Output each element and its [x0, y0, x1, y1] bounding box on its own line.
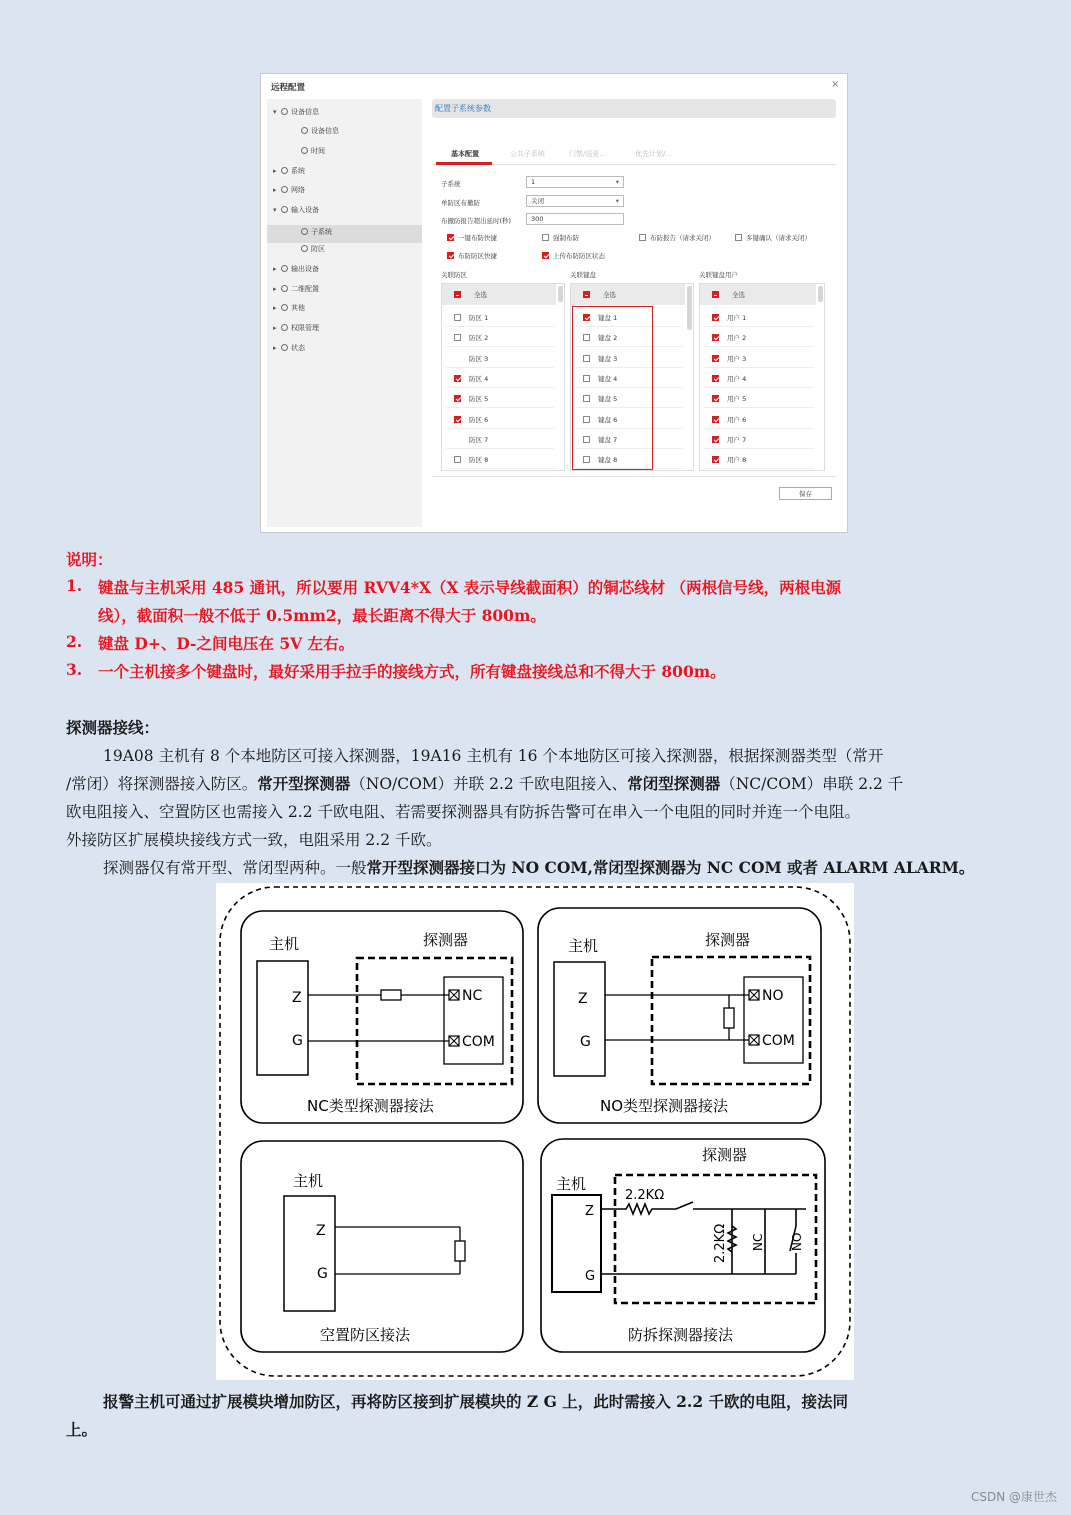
chevron-down-icon: ▾ [615, 178, 619, 186]
nc-g-label: G [292, 1033, 303, 1049]
no-detector-label: 探测器 [705, 931, 751, 949]
scrollbar[interactable] [687, 286, 692, 330]
option-checkbox[interactable] [639, 234, 646, 241]
tree-item[interactable]: ▸ 其他 [273, 304, 305, 312]
tamper-g-label: G [585, 1269, 596, 1284]
empty-caption: 空置防区接法 [320, 1326, 411, 1344]
list-item: 防区 4 [469, 374, 489, 383]
no-caption: NO类型探测器接法 [600, 1097, 729, 1115]
watermark: CSDN @康世杰 [970, 1490, 1057, 1504]
option-checkbox[interactable] [542, 252, 549, 259]
option-label: 上传布防防区状态 [553, 252, 605, 260]
gear-icon [281, 108, 288, 115]
tamper-detector-label: 探测器 [702, 1146, 748, 1164]
select-all-label: 全选 [474, 291, 487, 299]
close-icon[interactable]: × [831, 79, 840, 90]
list-item: 用户 1 [727, 314, 747, 322]
option-label: 布防报告（请求关闭） [650, 234, 715, 242]
panel-tamper [541, 1139, 825, 1352]
empty-g-label: G [317, 1266, 328, 1282]
gear-icon [281, 344, 288, 351]
list-checkbox[interactable] [454, 314, 461, 321]
nc-host-label: 主机 [269, 935, 300, 953]
list-item: 键盘 8 [598, 456, 618, 465]
note-1-line-1: 键盘与主机采用 485 通讯，所以要用 RVV4*X（X 表示导线截面积）的铜芯线材 （两根信号线，两根电源 [98, 578, 842, 597]
list-checkbox[interactable] [454, 375, 461, 382]
tree-item[interactable]: ▾ 输入设备 [273, 206, 319, 214]
list-checkbox[interactable] [712, 436, 719, 443]
gear-icon [281, 206, 288, 213]
list-checkbox[interactable] [712, 395, 719, 402]
select-all-checkbox[interactable] [583, 291, 590, 298]
expand-arrow-icon: ▸ [273, 344, 277, 352]
option-checkbox[interactable] [447, 252, 454, 259]
window-title: 远程配置 [271, 83, 306, 93]
list-item: 防区 7 [469, 435, 489, 444]
list-checkbox[interactable] [712, 314, 719, 321]
subsystem-select[interactable]: 1 ▾ [526, 176, 624, 188]
detector-p1-line-1: 19A08 主机有 8 个本地防区可接入探测器，19A16 主机有 16 个本地防区可接入探测器，根据探测器类型（常开 [103, 747, 884, 765]
scrollbar[interactable] [818, 286, 823, 302]
no-resistor [724, 1008, 734, 1028]
gear-icon [281, 285, 288, 292]
note-2-num: 2. [66, 632, 83, 651]
detector-p1-line-2: /常闭）将探测器接入防区。常开型探测器（NO/COM）并联 2.2 千欧电阻接入、常闭型探测器（NC/COM）串联 2.2 千 [66, 774, 904, 793]
list-checkbox[interactable] [712, 334, 719, 341]
expand-arrow-icon: ▾ [273, 108, 277, 116]
nc-resistor [381, 990, 401, 1000]
tamper-r2-label: 2.2KΩ [713, 1223, 728, 1263]
list-checkbox[interactable] [712, 416, 719, 423]
tree-item[interactable]: 防区 [293, 244, 325, 254]
panel-no [538, 908, 821, 1123]
empty-host-label: 主机 [293, 1172, 324, 1190]
single-zone-label: 单防区布撤防 [441, 199, 480, 207]
expand-arrow-icon: ▸ [273, 167, 277, 175]
list-item: 防区 8 [469, 456, 489, 465]
gear-icon [301, 228, 308, 235]
select-all-checkbox[interactable] [454, 291, 461, 298]
option-checkbox[interactable] [542, 234, 549, 241]
option-label: 多键确认（请求关闭） [746, 234, 811, 242]
list-item: 防区 5 [469, 395, 489, 404]
tamper-host-label: 主机 [556, 1175, 587, 1193]
gear-icon [281, 167, 288, 174]
delay-label: 布撤防报告超出延时(秒) [441, 217, 512, 225]
list-item: 用户 2 [727, 334, 747, 343]
no-host-label: 主机 [568, 937, 599, 955]
list-item: 键盘 1 [598, 314, 618, 322]
note-1-line-2: 线），截面积一般不低于 0.5mm2，最长距离不得大于 800m。 [98, 606, 546, 625]
empty-z-label: Z [316, 1223, 326, 1239]
panel-nc [241, 911, 523, 1123]
subsystem-label: 子系统 [441, 180, 461, 188]
list-item: 用户 6 [727, 415, 747, 424]
nc-caption: NC类型探测器接法 [307, 1097, 434, 1115]
nc-terminal-com: COM [462, 1034, 495, 1050]
tree-item[interactable]: ▾ 设备信息 [273, 108, 319, 116]
tamper-r1-label: 2.2KΩ [625, 1188, 665, 1203]
no-terminal-no: NO [762, 988, 784, 1004]
list-item: 用户 3 [727, 354, 747, 363]
expand-arrow-icon: ▸ [273, 186, 277, 194]
list-checkbox[interactable] [712, 456, 719, 463]
list-item: 防区 3 [469, 354, 489, 363]
tab-schedule[interactable]: 优先计划/... [635, 150, 673, 158]
notes-title: 说明： [66, 550, 113, 569]
tamper-no-label: NO [790, 1232, 804, 1251]
detector-p1-line-3: 欧电阻接入、空置防区也需接入 2.2 千欧电阻、若需要探测器具有防拆告警可在串入一个电阻的同时并连一个电阻。 [66, 803, 861, 821]
note-2-line-1: 键盘 D+、D-之间电压在 5V 左右。 [98, 634, 355, 653]
tree-item[interactable]: 设备信息 [293, 126, 339, 136]
col-title-zones: 关联防区 [441, 271, 467, 279]
expand-arrow-icon: ▸ [273, 265, 277, 273]
tab-basic[interactable]: 基本配置 [451, 150, 479, 158]
tamper-nc-label: NC [751, 1233, 765, 1251]
no-z-label: Z [578, 991, 588, 1007]
list-item: 键盘 4 [598, 374, 618, 383]
section-header: 配置子系统参数 [432, 99, 836, 118]
tree-item[interactable]: 时间 [293, 146, 325, 156]
list-header [700, 284, 816, 305]
active-tab-indicator [436, 162, 492, 165]
single-zone-select[interactable]: 关闭 ▾ [526, 195, 624, 207]
expand-arrow-icon: ▸ [273, 324, 277, 332]
list-checkbox[interactable] [712, 355, 719, 362]
expand-arrow-icon: ▾ [273, 206, 277, 214]
delay-input[interactable]: 300 [526, 213, 624, 225]
list-item: 键盘 2 [598, 334, 618, 343]
highlight-box [572, 306, 653, 470]
list-item: 防区 1 [469, 314, 489, 322]
wiring-diagram [216, 883, 854, 1380]
remote-config-window [260, 73, 848, 533]
option-label: 强制布防 [553, 234, 579, 242]
list-item: 键盘 3 [598, 354, 618, 363]
expand-arrow-icon: ▸ [273, 304, 277, 312]
gear-icon [301, 245, 308, 252]
gear-icon [301, 127, 308, 134]
tree-item[interactable]: ▸ 系统 [273, 167, 305, 175]
chevron-down-icon: ▾ [615, 197, 619, 205]
tree-item[interactable]: ▸ 输出设备 [273, 265, 319, 273]
panel-empty-zone [241, 1141, 523, 1352]
list-item: 防区 6 [469, 415, 489, 424]
option-checkbox[interactable] [447, 234, 454, 241]
list-checkbox[interactable] [454, 416, 461, 423]
list-item: 用户 8 [727, 456, 747, 465]
nc-z-label: Z [292, 990, 302, 1006]
list-checkbox[interactable] [454, 334, 461, 341]
tamper-z-label: Z [585, 1204, 594, 1219]
scrollbar[interactable] [558, 286, 563, 302]
gear-icon [281, 304, 288, 311]
note-1-num: 1. [66, 576, 83, 595]
expand-arrow-icon: ▸ [273, 285, 277, 293]
footer-line-2: 上。 [66, 1420, 98, 1439]
col-title-users: 关联键盘用户 [699, 271, 738, 279]
tab-public-subsystem[interactable]: 公共子系统 [510, 150, 545, 158]
list-checkbox[interactable] [712, 375, 719, 382]
tab-access[interactable]: 门禁/巡更... [569, 150, 607, 158]
tree-item[interactable]: ▸ 网络 [273, 186, 305, 194]
list-item: 用户 5 [727, 395, 747, 404]
list-header [442, 284, 556, 305]
save-button[interactable]: 保存 [779, 487, 832, 500]
detector-heading: 探测器接线： [66, 718, 160, 737]
list-item: 键盘 6 [598, 415, 618, 424]
select-all-checkbox[interactable] [712, 291, 719, 298]
no-g-label: G [580, 1034, 591, 1050]
list-item: 用户 7 [727, 435, 747, 444]
no-terminal-com: COM [762, 1033, 795, 1049]
col-title-keyboards: 关联键盘 [570, 271, 596, 279]
tree-item[interactable]: ▸ 状态 [273, 344, 305, 352]
nc-detector-label: 探测器 [423, 931, 469, 949]
empty-resistor [455, 1241, 465, 1261]
list-item: 键盘 7 [598, 435, 618, 444]
tamper-caption: 防拆探测器接法 [628, 1326, 734, 1344]
list-checkbox[interactable] [454, 456, 461, 463]
gear-icon [301, 147, 308, 154]
note-3-num: 3. [66, 660, 83, 679]
list-checkbox[interactable] [454, 395, 461, 402]
list-header [571, 284, 685, 305]
gear-icon [281, 324, 288, 331]
tree-item[interactable]: 子系统 [267, 225, 422, 243]
detector-p2: 探测器仅有常开型、常闭型两种。一般常开型探测器接口为 NO COM,常闭型探测器为 NC COM 或者 ALARM ALARM。 [103, 858, 975, 877]
list-item: 用户 4 [727, 374, 747, 383]
option-label: 布防防区快捷 [458, 252, 497, 260]
config-tree [267, 99, 422, 527]
select-all-label: 全选 [732, 291, 745, 299]
note-3-line-1: 一个主机接多个键盘时，最好采用手拉手的接线方式，所有键盘接线总和不得大于 800m。 [98, 662, 726, 681]
select-all-label: 全选 [603, 291, 616, 299]
user-list [699, 283, 825, 471]
detector-p1-line-4: 外接防区扩展模块接线方式一致，电阻采用 2.2 千欧。 [66, 831, 442, 849]
zone-list [441, 283, 565, 471]
nc-terminal-nc: NC [462, 988, 483, 1004]
list-item: 防区 2 [469, 334, 489, 343]
gear-icon [281, 186, 288, 193]
tree-item[interactable]: ▸ 权限管理 [273, 324, 319, 332]
list-item: 键盘 5 [598, 395, 618, 404]
tree-item[interactable]: ▸ 二维配置 [273, 285, 319, 293]
footer-line-1: 报警主机可通过扩展模块增加防区，再将防区接到扩展模块的 Z G 上，此时需接入 2.2 千欧的电阻，接法同 [103, 1392, 849, 1411]
option-label: 一键布防快捷 [458, 234, 497, 242]
option-checkbox[interactable] [735, 234, 742, 241]
gear-icon [281, 265, 288, 272]
